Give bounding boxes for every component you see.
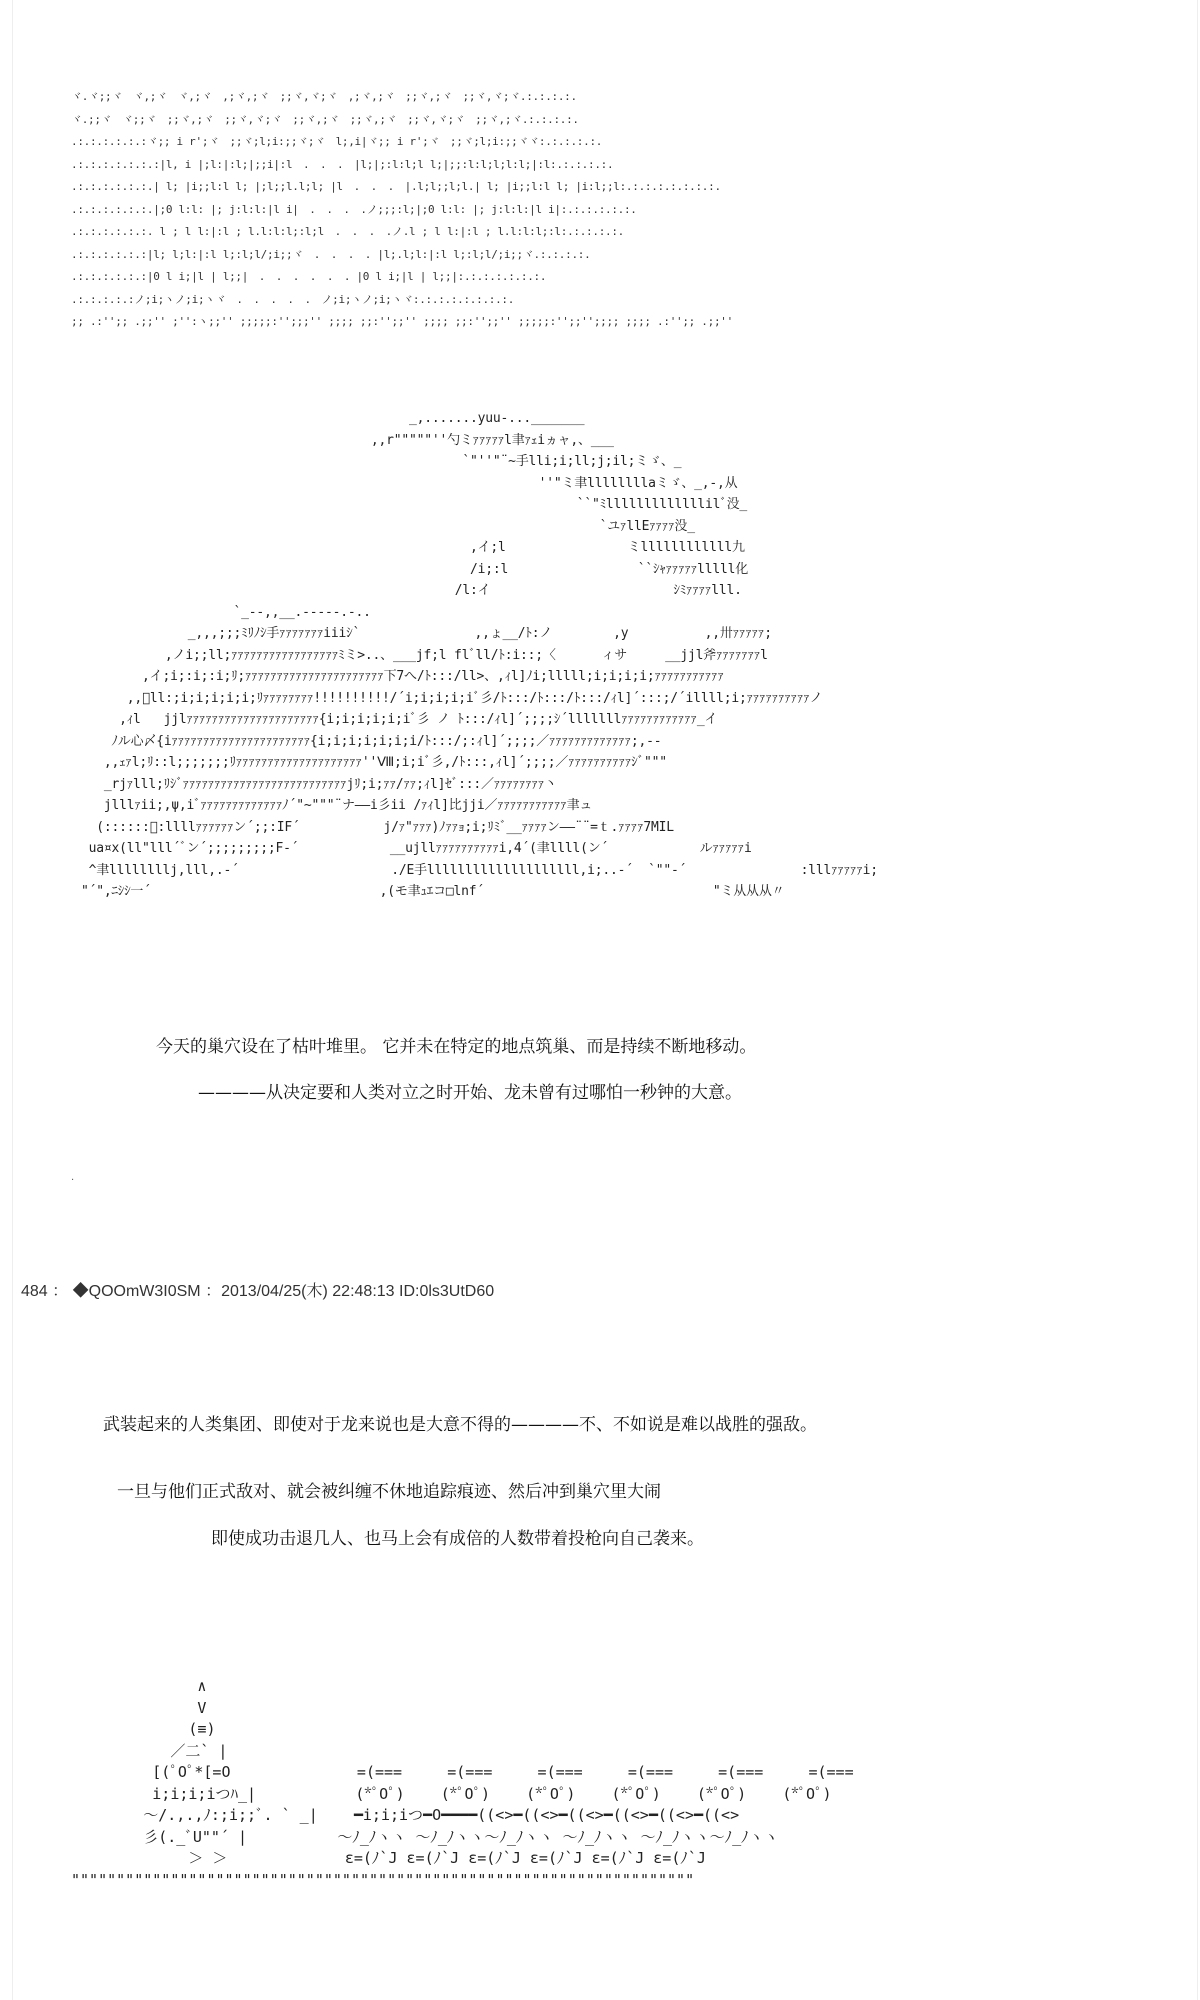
page: [12, 0, 1198, 2000]
ascii-art-title: ヾ.ヾ;;ヾ ヾ,;ヾ ヾ,;ヾ ,;ヾ,;ヾ ;;ヾ,ヾ;ヾ ,;ヾ,;ヾ ;;ヾ,;ヾ ;;ヾ,ヾ;ヾ.:.:.:.:. ヾ.;;ヾ ヾ;;ヾ ;;ヾ,;ヾ ;;ヾ,ヾ;ヾ ;;ヾ,;ヾ ;;ヾ,;ヾ ;;ヾ,ヾ;ヾ ;;ヾ,;ヾ.:.:.:.:. .:.:.:.:.:.:ヾ;; i r';ヾ ;;ヾ;l;i:;;ヾ;ヾ l;,i|ヾ;; i r';ヾ ;;ヾ;l;i:;;ヾヾ:.:.:.:.:. .:.:.:.:.:.:.:|l, i |;l:|:l;|;;i|:l . . . |l;|;:l:l;l l;|;;:l:l;l;l:l;|:l:.:.:.:.:. .:.:.:.:.:.:.| l; |i;;l:l l; |;l;;l.l;l; |l . . . |.l;l;;l;l.| l; |i;;l:l l; |i:l;;l:.:.:.:.:.:.:.:. .:.:.:.:.:.:.|;0 l:l: |; j:l:l:|l i| . . . .ノ;;;:l;|;0 l:l: |; j:l:l:|l i|:.:.:.:.:.:. .:.:.:.:.:.:. l ; l l:|:l ; l.l:l:l;:l;l . . . .ノ.l ; l l:|:l ; l.l:l:l;:l:.:.:.:.:. .:.:.:.:.:.:|l; l;l:|:l l;:l;l/;i;;ヾ . . . . |l;.l;l:|:l l;:l;l/;i;;ヾ.:.:.:.:. .:.:.:.:.:.:|0 l i;|l | l;;| . . . . . . |0 l i;|l | l;;|:.:.:.:.:.:.:. .:.:.:.:.:ノ;i;ヽノ;i;ヽヾ . . . . . ノ;i;ヽノ;i;ヽヾ:.:.:.:.:.:.:.:. ;; .:'';; .;;'' ;'':ヽ;;'' ;;;;;:'';;;'' ;;;; ;;:'';;'' ;;;; ;;:'';;'' ;;;;;:'';;'';;;; ;;;; .:'';; .;;'': [71, 90, 733, 328]
narration-line: 今天的巢穴设在了枯叶堆里。 它并未在特定的地点筑巢、而是持续不断地移动。: [156, 1037, 757, 1057]
post-datetime: ：2013/04/25(木) 22:48:13 ID:0ls3UtD60: [205, 1283, 495, 1300]
post-header: [21, 1278, 494, 1301]
narration-line: 武装起来的人类集团、即使对于龙来说也是大意不得的————不、不如说是难以战胜的强敌。: [103, 1415, 817, 1435]
ascii-art-army: ∧ V (≡) ／二` | [(ﾟOﾟ*[=O =(=== =(=== =(=== =(=== =(=== =(=== i;i;i;iつﾊ_| (*ﾟOﾟ) (*ﾟOﾟ) (*ﾟOﾟ) (*ﾟOﾟ) (*ﾟOﾟ) (*ﾟOﾟ) ～/.,.,ﾉ:;i;;ﾞ. ` _| ━i;i;iつ━O━━━━((<>━((<>━((<>━((<>━((<>━((<> 彡(._ﾞU""´ | ～ﾉ_ﾉヽヽ ～ﾉ_ﾉヽヽ～ﾉ_ﾉヽヽ ～ﾉ_ﾉヽヽ ～ﾉ_ﾉヽヽ～ﾉ_ﾉヽヽ ＞ ＞ ε=(ﾉ`J ε=(ﾉ`J ε=(ﾉ`J ε=(ﾉ`J ε=(ﾉ`J ε=(ﾉ`J """"""""""""""""""""""""""""""""""""""""""""""""""""""""""""""""""""": [71, 1677, 854, 1889]
narration-line: 一旦与他们正式敌对、就会被纠缠不休地追踪痕迹、然后冲到巢穴里大闹: [117, 1482, 661, 1502]
narration-line: 即使成功击退几人、也马上会有成倍的人数带着投枪向自己袭来。: [211, 1529, 704, 1549]
stray-dot: .: [71, 1172, 75, 1183]
ascii-art-dragon: _,.......yuu-..._______ ,,r"""""''勺ミｧｧｧｧｧl聿ｧｪiヵャ,、___ `"''"¨~手lli;i;ll;j;il;ミゞ、_ ''"ミ聿llllllllaミゞ、_,-,从 ``"ﾐlllllllllllllilﾞ没_ `ユｧllEｧｧｧｧ没_ ,イ;l ミllllllllllll九 /i;:l ``ｼｬｧｧｧｧｧlllll化 /l:イ ｼﾐｧｧｧｧlll. `_--,,__.-----.-.. _,,,;;;ﾐﾘﾉｼ手ｧｧｧｧｧｧｧiiiｼ` ,,ょ__/ﾄ:ノ ,y ,,卅ｧｧｧｧｧ; ,ノi;;ll;ｧｧｧｧｧｧｧｧｧｧｧｧｧｧｧｧｧﾐミ>..、___jf;l flﾞll/ﾄ:i::;〈 ィサ __jjl斧ｧｧｧｧｧｧｧl ,イ;i;:i;:i;ﾘ;ｧｧｧｧｧｧｧｧｧｧｧｧｧｧｧｧｧｧｧｧｧｧ下7へ/ﾄ:::/ll>、,ｨl]ﾉi;lllll;i;i;i;i;ｧｧｧｧｧｧｧｧｧｧｧ ,,ﾞll:;i;i;i;i;i;ﾘｧｧｧｧｧｧｧｧ!!!!!!!!!!/´i;i;i;i;iﾞ彡/ﾄ:::/ﾄ:::/ﾄ:::/ｨl]´:::;/´illll;i;ｧｧｧｧｧｧｧｧｧｧノ ,ｨl jjlｧｧｧｧｧｧｧｧｧｧｧｧｧｧｧｧｧｧｧｧｧ{i;i;i;i;i;iﾞ彡 ノ ﾄ:::/ｨl]´;;;;ｼ´lllllllｧｧｧｧｧｧｧｧｧｧｧｧ_イ ﾉル心〆{iｧｧｧｧｧｧｧｧｧｧｧｧｧｧｧｧｧｧｧｧｧｧ{i;i;i;i;i;i;i/ﾄ:::/;:ｨl]´;;;;／ｧｧｧｧｧｧｧｧｧｧｧｧｧ;,-- ,,ｪｧl;ﾘ::l;;;;;;;ﾘｧｧｧｧｧｧｧｧｧｧｧｧｧｧｧｧｧｧｧｧ''Ⅷ;i;iﾞ彡,/ﾄ:::,ｨl]´;;;;／ｧｧｧｧｧｧｧｧｧｧｼﾞ""" _rjｧlll;ﾘｼﾞｧｧｧｧｧｧｧｧｧｧｧｧｧｧｧｧｧｧｧｧｧｧｧｧｧｧjﾘ;i;ｧｧ/ｧｧ;ｨl]ｾﾞ:::／ｧｧｧｧｧｧｧｧ丶 jlllｧii;,ψ,iﾞｧｧｧｧｧｧｧｧｧｧｧｧｧﾉ´"~"""¨ナ――i彡ii /ｧｨl]比jji／ｧｧｧｧｧｧｧｧｧｧｧ聿ュ (::::::ﾞ:llllｧｧｧｧｧｧン´;;:IF´ j/ｧ"ｧｧｧ)ﾉｧｧｮ;i;ﾘﾐﾞ__ｧｧｧｧン――¨¨=ｔ.ｧｧｧｧ7MIL ua¤x(ll"lll´ﾞン´;;;;;;;;;F-´ __ujllｧｧｧｧｧｧｧｧｧｧi,4´(聿llll(ン´ ルｧｧｧｧｧi ^聿llllllllj,lll,.-´ ./E手llllllllllllllllllll,i;..-´ `""‐´ :lllｧｧｧｧｧi; "´",ﾆｼｼ一´ ,(モ聿ｭｴコ□lnf´ "ミ从从从〃: [81, 411, 878, 899]
post-number: 484: [21, 1283, 48, 1300]
narration-line: ————从决定要和人类对立之时开始、龙未曾有过哪怕一秒钟的大意。: [198, 1083, 742, 1103]
post-trip: ◆QOOmW3I0SM: [72, 1283, 201, 1300]
post-separator: ：: [52, 1283, 69, 1300]
